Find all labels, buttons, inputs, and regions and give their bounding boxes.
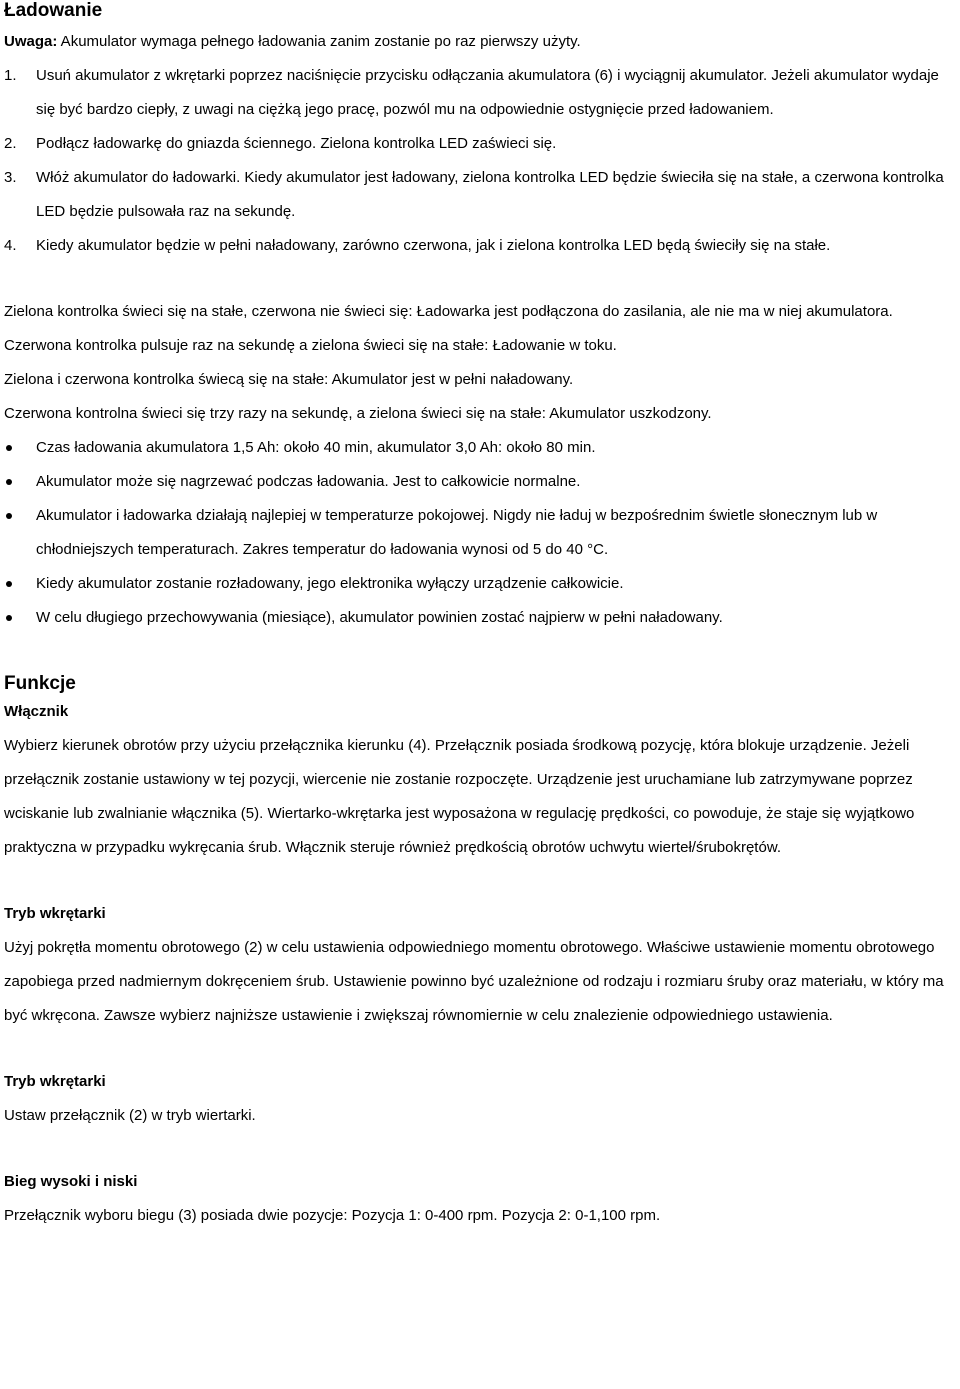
spacer [4,1133,952,1165]
section-switch [4,695,952,865]
bullet-icon [6,513,12,519]
list-item [4,127,952,161]
led-state-text: Czerwona kontrolka pulsuje raz na sekundę a zielona świeci się na stałe: Ładowanie w toku. [4,337,617,354]
spacer [4,1033,952,1065]
led-states [4,295,952,431]
list-item [4,567,952,601]
bullet-text: W celu długiego przechowywania (miesiące), akumulator powinien zostać najpierw w pełni naładowany. [36,609,723,626]
step-text: Usuń akumulator z wkrętarki poprzez naciśnięcie przycisku odłączania akumulatora (6) i wyciągnij akumulator. Jeżeli akumulator wydaje się być bardzo ciepły, z uwagi na ciężką jego pracę, pozwól mu na odpowiednie ostygnięcie przed ładowaniem. [36,67,939,118]
list-item [4,161,952,229]
note-label: Uwaga: [4,33,58,50]
section-heading: Tryb wkrętarki [4,905,106,922]
step-text: Kiedy akumulator będzie w pełni naładowany, zarówno czerwona, jak i zielona kontrolka LED będą świeciły się na stałe. [36,237,831,254]
list-item [4,465,952,499]
section-screw-mode [4,897,952,1033]
bullet-text: Akumulator i ładowarka działają najlepiej w temperaturze pokojowej. Nigdy nie ładuj w bezpośrednim świetle słonecznym lub w chłodniejszych temperaturach. Zakres temperatur do ładowania wynosi od 5 do 40 °C. [36,507,878,558]
note-text: Akumulator wymaga pełnego ładowania zanim zostanie po raz pierwszy użyty. [57,33,581,50]
section-text: Użyj pokrętła momentu obrotowego (2) w celu ustawienia odpowiedniego momentu obrotowego. Właściwe ustawienie momentu obrotowego zapobiega przed nadmiernym dokręceniem śrub. Ustawienie powinno być uzależnione od rodzaju i rozmiaru śruby oraz materiału, w który ma być wkręcona. Zawsze wybierz najniższe ustawienie i zwiększaj równomiernie w celu znalezienie odpowiedniego ustawienia. [4,939,944,1024]
list-item [4,431,952,465]
spacer [4,263,952,295]
step-number: 1. [4,67,17,84]
charging-steps [4,59,952,263]
list-item [4,59,952,127]
list-item [4,229,952,263]
functions-title: Funkcje [4,673,76,694]
charging-bullets [4,431,952,635]
section-heading: Tryb wkrętarki [4,1073,106,1090]
section-text: Ustaw przełącznik (2) w tryb wiertarki. [4,1107,256,1124]
section-text: Wybierz kierunek obrotów przy użyciu przełącznika kierunku (4). Przełącznik posiada środkową pozycję, która blokuje urządzenie. Jeżeli przełącznik zostanie ustawiony w tej pozycji, wiercenie nie zostanie rozpoczęte. Urządzenie jest uruchamiane lub zatrzymywane poprzez wciskanie lub zwalnianie włącznika (5). Wiertarko-wkrętarka jest wyposażona w regulację prędkości, co powoduje, że staje się wyjątkowo praktyczna w przypadku wykręcania śrub. Włącznik steruje również prędkością obrotów uchwytu wierteł/śrubokrętów. [4,737,915,856]
section-heading: Włącznik [4,703,69,720]
charging-title: Ładowanie [4,0,103,21]
bullet-text: Czas ładowania akumulatora 1,5 Ah: około 40 min, akumulator 3,0 Ah: około 80 min. [36,439,596,456]
step-number: 3. [4,169,17,186]
led-state-text: Zielona kontrolka świeci się na stałe, czerwona nie świeci się: Ładowarka jest podłączona do zasilania, ale nie ma w niej akumulatora. [4,303,893,320]
bullet-icon [6,581,12,587]
list-item [4,601,952,635]
bullet-text: Akumulator może się nagrzewać podczas ładowania. Jest to całkowicie normalne. [36,473,581,490]
step-text: Podłącz ładowarkę do gniazda ściennego. Zielona kontrolka LED zaświeci się. [36,135,557,152]
list-item [4,499,952,567]
section-text: Przełącznik wyboru biegu (3) posiada dwie pozycje: Pozycja 1: 0-400 rpm. Pozycja 2: 0-1,100 rpm. [4,1207,661,1224]
bullet-text: Kiedy akumulator zostanie rozładowany, jego elektronika wyłączy urządzenie całkowicie. [36,575,624,592]
bullet-icon [6,445,12,451]
step-number: 4. [4,237,17,254]
charging-note [4,25,952,59]
bullet-icon [6,615,12,621]
spacer [4,865,952,897]
led-state-text: Czerwona kontrolna świeci się trzy razy na sekundę, a zielona świeci się na stałe: Akumulator uszkodzony. [4,405,712,422]
section-drill-mode [4,1065,952,1133]
section-heading: Bieg wysoki i niski [4,1173,138,1190]
bullet-icon [6,479,12,485]
step-text: Włóż akumulator do ładowarki. Kiedy akumulator jest ładowany, zielona kontrolka LED będzie świeciła się na stałe, a czerwona kontrolka LED będzie pulsowała raz na sekundę. [36,169,944,220]
step-number: 2. [4,135,17,152]
section-gears [4,1165,952,1233]
led-state-text: Zielona i czerwona kontrolka świecą się na stałe: Akumulator jest w pełni naładowany. [4,371,574,388]
